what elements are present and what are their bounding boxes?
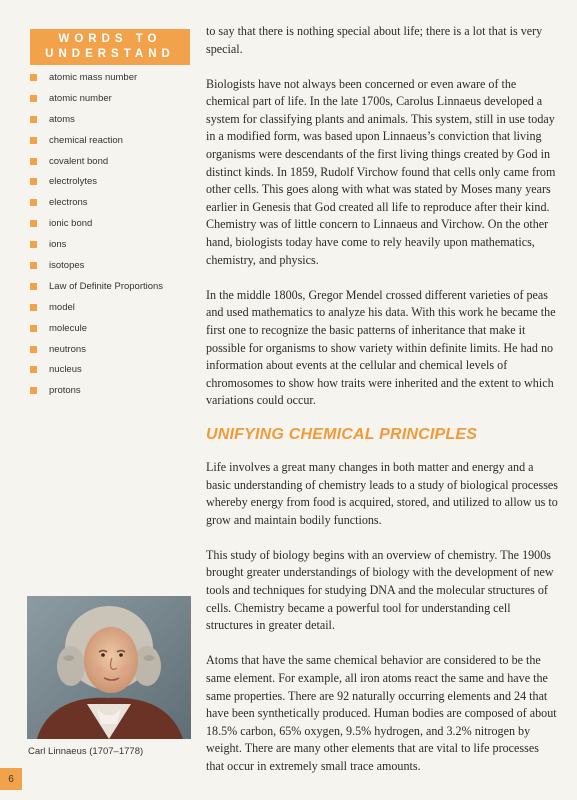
paragraph: Atoms that have the same chemical behavior are considered to be the same element. For example, all iron atoms react the same and have the same properties. There are 92 naturally occurring elements and 24 that have been synthetically produced. Human bodies are composed of about 18.5% carbon, 65% oxygen, 9.5% hydrogen, and 3.2% nitrogen by weight. There are many other elements that are vital to life processes that occur in extremely small trace amounts. [206,653,557,773]
header-line-2: UNDERSTAND [45,48,175,60]
bullet-square-icon [30,387,37,394]
main-text-column [206,23,560,793]
vocab-item [30,88,200,109]
vocab-item [30,67,200,88]
paragraph: Life involves a great many changes in both matter and energy and a basic understanding of chemistry leads to a study of biological processes whereby energy from food is acquired, stored, and utilized to allow us to grow and maintain bodily functions. [206,459,558,527]
vocab-item [30,380,200,401]
vocab-item [30,109,200,130]
bullet-square-icon [30,283,37,290]
vocab-term: molecule [49,322,88,334]
bullet-square-icon [30,95,37,102]
vocab-item [30,130,200,151]
vocab-term: atomic number [49,92,112,104]
paragraph: In the middle 1800s, Gregor Mendel crossed different varieties of peas and used mathematics to analyze his data. With this work he became the first one to recognize the basic patterns of inheritance that make it possible for organisms to show variety within definite limits. He had no information about events at the cellular and chemical levels of chromosomes to show how traits were inherited and the extent to which variations could occur. [206,287,556,408]
vocab-item [30,359,200,380]
vocab-term: chemical reaction [49,134,123,146]
bullet-square-icon [30,199,37,206]
vocab-term: ions [49,239,67,251]
section-heading: UNIFYING CHEMICAL PRINCIPLES [206,426,478,444]
bullet-square-icon [30,346,37,353]
vocab-term: Law of Definite Proportions [49,280,164,292]
paragraph: Biologists have not always been concerned or even aware of the chemical part of life. In the late 1700s, Carolus Linnaeus developed a system for classifying plants and animals. This system, still in use today in a modified form, was based upon Linnaeus’s conviction that living organisms were descendants of the first living things created by God in distinct kinds. In 1859, Rudolf Virchow found that cells only came from other cells. This goes along with what was stated by Moses many years earlier in Genesis that God created all life to reproduce after their kind. Chemistry was of little concern to Linnaeus and Virchow. On the other hand, biologists today have come to rely heavily upon mathematics, chemistry, and physics. [206,76,556,267]
vocab-term: covalent bond [49,155,109,167]
vocab-item [30,171,200,192]
words-to-understand-header [30,29,190,65]
bullet-square-icon [30,366,37,373]
bullet-square-icon [30,74,37,81]
vocab-term: electrolytes [49,176,98,188]
vocab-term: isotopes [49,259,85,271]
paragraph: This study of biology begins with an overview of chemistry. The 1900s brought greater understandings of biology with the development of new tools and techniques for studying DNA and the molecular structures of cells. Chemistry became a powerful tool for understanding cell structures in greater detail. [206,547,554,633]
vocab-term: atomic mass number [49,71,138,83]
vocab-term: model [49,301,75,313]
header-line-1: WORDS TO [58,33,162,45]
vocab-item [30,318,200,339]
bullet-square-icon [30,325,37,332]
vocab-term: atoms [49,113,75,125]
vocabulary-list [30,67,200,401]
paragraph: to say that there is nothing special about life; there is a lot that is very special. [206,24,543,56]
linnaeus-portrait [27,596,191,739]
vocab-item [30,339,200,360]
bullet-square-icon [30,158,37,165]
vocab-item [30,192,200,213]
bullet-square-icon [30,137,37,144]
vocab-term: protons [49,385,81,397]
vocab-item [30,255,200,276]
bullet-square-icon [30,220,37,227]
vocab-term: ionic bond [49,218,93,230]
page-number: 6 [0,768,22,790]
bullet-square-icon [30,304,37,311]
vocab-term: neutrons [49,343,86,355]
vocab-item [30,213,200,234]
vocab-term: nucleus [49,364,82,376]
portrait-caption: Carl Linnaeus (1707–1778) [28,746,144,757]
vocab-item [30,276,200,297]
vocab-term: electrons [49,197,88,209]
bullet-square-icon [30,116,37,123]
bullet-square-icon [30,178,37,185]
bullet-square-icon [30,262,37,269]
portrait-image [27,596,191,739]
bullet-square-icon [30,241,37,248]
vocab-item [30,151,200,172]
vocab-item [30,234,200,255]
vocab-item [30,297,200,318]
